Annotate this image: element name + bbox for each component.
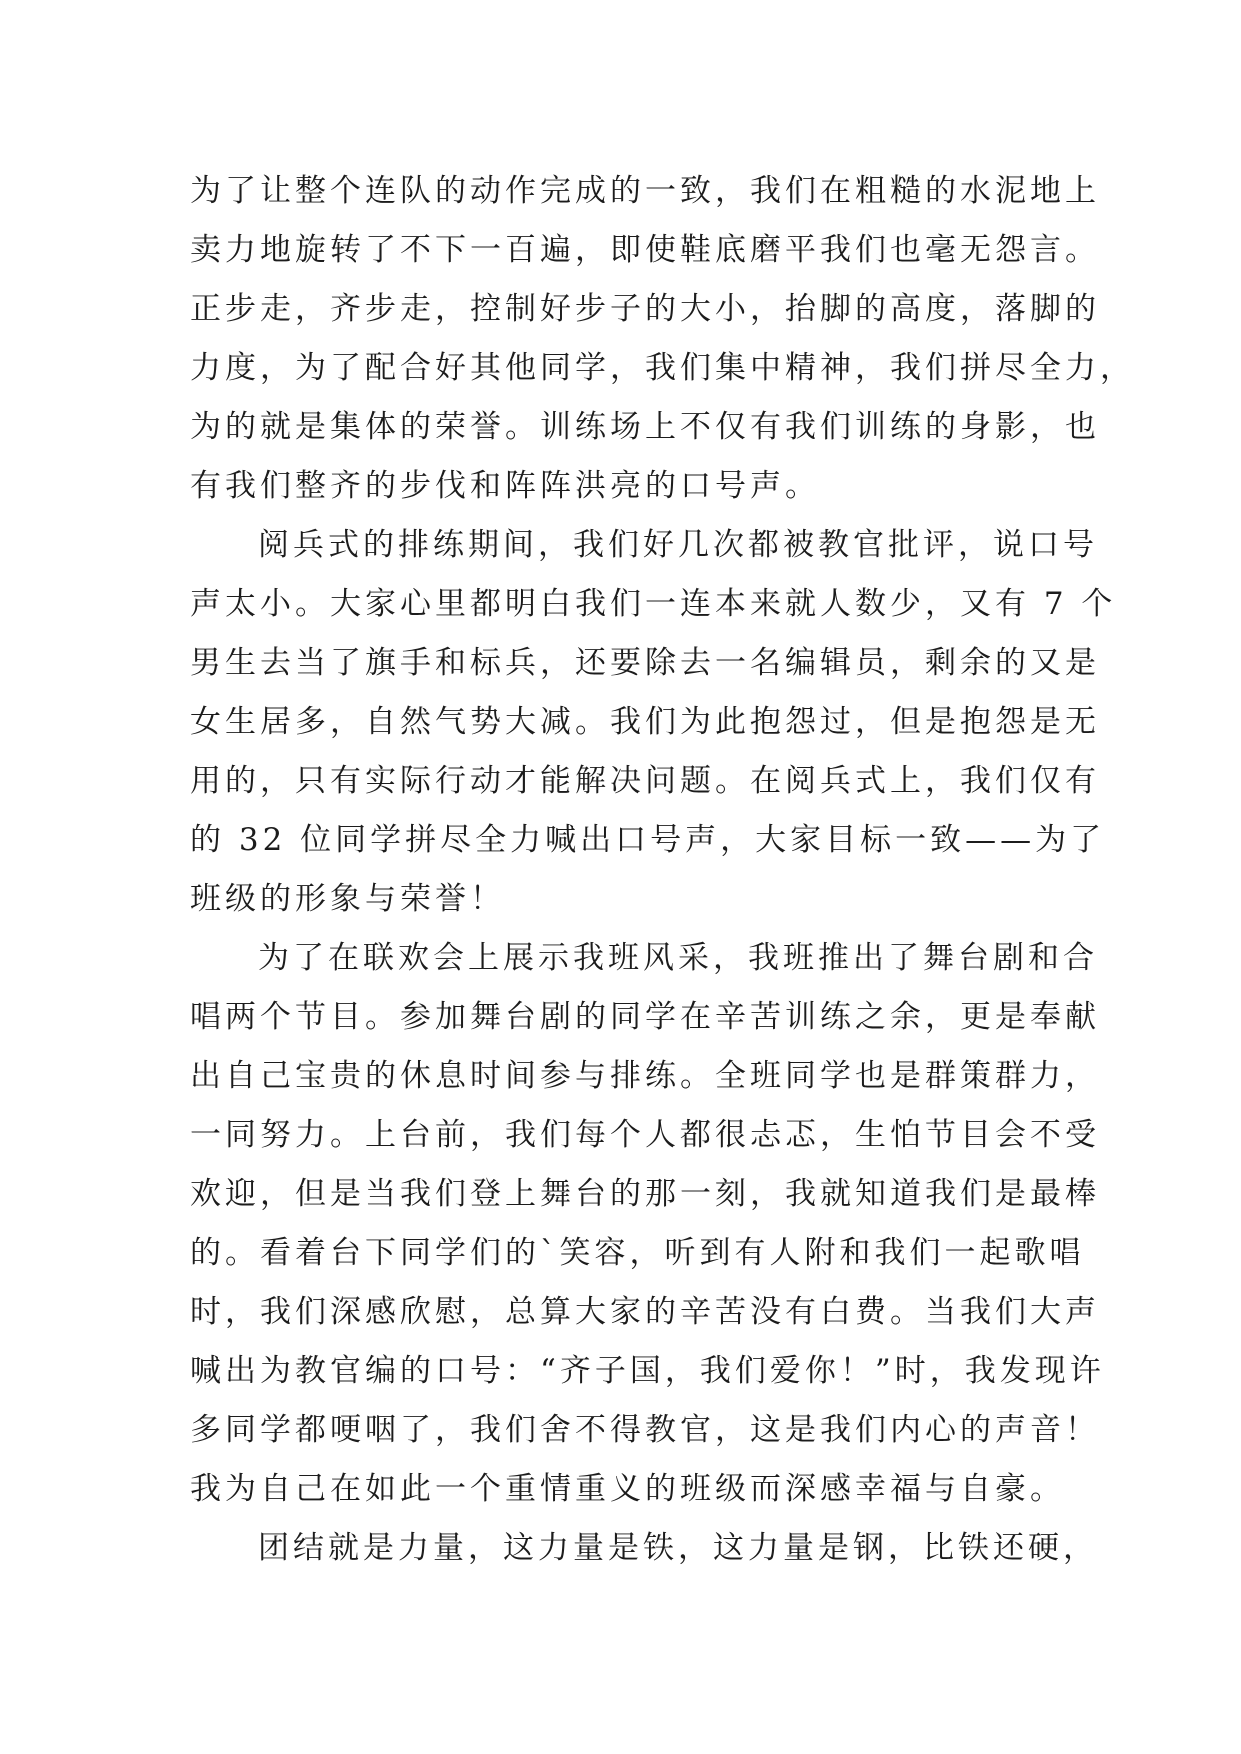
text-line: 多同学都哽咽了，我们舍不得教官，这是我们内心的声音！ — [190, 1412, 1100, 1448]
text-line: 为的就是集体的荣誉。训练场上不仅有我们训练的身影，也 — [190, 409, 1100, 445]
text-line: 为了在联欢会上展示我班风采，我班推出了舞台剧和合 — [258, 940, 1098, 976]
text-line: 用的，只有实际行动才能解决问题。在阅兵式上，我们仅有 — [190, 763, 1100, 799]
text-line: 有我们整齐的步伐和阵阵洪亮的口号声。 — [190, 468, 820, 504]
paragraph — [190, 1519, 1098, 1578]
text-line: 男生去当了旗手和标兵，还要除去一名编辑员，剩余的又是 — [190, 645, 1100, 681]
body-text — [190, 162, 1135, 1578]
text-line: 阅兵式的排练期间，我们好几次都被教官批评，说口号 — [258, 527, 1098, 563]
paragraph — [190, 929, 1105, 1519]
text-line: 女生居多，自然气势大减。我们为此抱怨过，但是抱怨是无 — [190, 704, 1100, 740]
text-line: 力度，为了配合好其他同学，我们集中精神，我们拼尽全力， — [190, 350, 1135, 386]
text-line: 团结就是力量，这力量是铁，这力量是钢，比铁还硬， — [258, 1530, 1098, 1566]
text-line: 的 32 位同学拼尽全力喊出口号声，大家目标一致——为了 — [190, 822, 1106, 858]
text-line: 一同努力。上台前，我们每个人都很忐忑，生怕节目会不受 — [190, 1117, 1100, 1153]
text-line: 我为自己在如此一个重情重义的班级而深感幸福与自豪。 — [190, 1471, 1065, 1507]
text-line: 出自己宝贵的休息时间参与排练。全班同学也是群策群力， — [190, 1058, 1100, 1094]
paragraph — [190, 516, 1117, 929]
text-line: 时，我们深感欣慰，总算大家的辛苦没有白费。当我们大声 — [190, 1294, 1100, 1330]
text-line: 正步走，齐步走，控制好步子的大小，抬脚的高度，落脚的 — [190, 291, 1100, 327]
text-line: 卖力地旋转了不下一百遍，即使鞋底磨平我们也毫无怨言。 — [190, 232, 1100, 268]
text-line: 欢迎，但是当我们登上舞台的那一刻，我就知道我们是最棒 — [190, 1176, 1100, 1212]
text-line: 班级的形象与荣誉！ — [190, 881, 505, 917]
paragraph — [190, 162, 1135, 516]
text-line: 的。看着台下同学们的`笑容，听到有人附和我们一起歌唱 — [190, 1235, 1085, 1271]
text-line: 喊出为教官编的口号：“齐子国，我们爱你！”时，我发现许 — [190, 1353, 1105, 1389]
text-line: 声太小。大家心里都明白我们一连本来就人数少，又有 7 个 — [190, 586, 1117, 622]
text-line: 唱两个节目。参加舞台剧的同学在辛苦训练之余，更是奉献 — [190, 999, 1100, 1035]
text-line: 为了让整个连队的动作完成的一致，我们在粗糙的水泥地上 — [190, 173, 1100, 209]
